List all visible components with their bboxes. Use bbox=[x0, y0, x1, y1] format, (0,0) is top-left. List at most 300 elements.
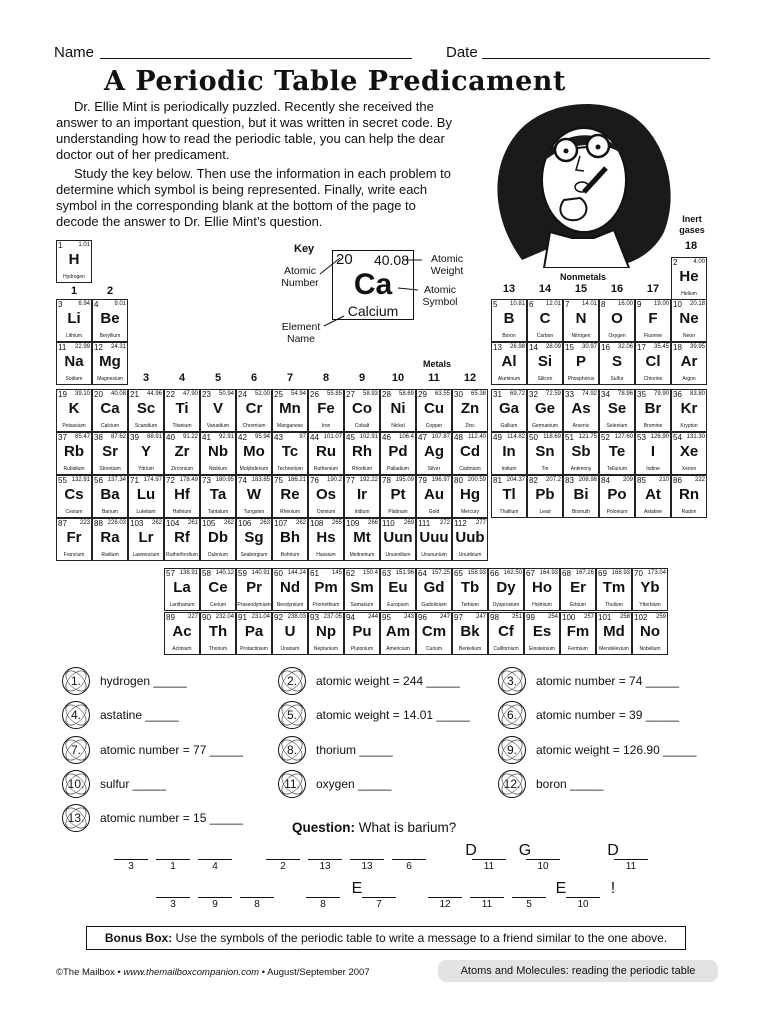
problem-number-badge: 6. bbox=[498, 701, 526, 729]
element-name: Molybdenum bbox=[239, 466, 269, 472]
element-atomic-number: 6 bbox=[529, 300, 534, 309]
problem-text[interactable]: boron _____ bbox=[536, 777, 604, 791]
element-atomic-number: 66 bbox=[490, 569, 499, 578]
problem-text[interactable]: atomic weight = 14.01 _____ bbox=[316, 708, 470, 722]
nonmetals-label: Nonmetals bbox=[560, 272, 607, 282]
problem-number-badge: 10. bbox=[62, 770, 90, 798]
element-name: Tellurium bbox=[606, 466, 627, 472]
answer-code-number: 11 bbox=[625, 861, 637, 872]
problem-10 bbox=[62, 770, 166, 798]
element-lutetium bbox=[128, 475, 164, 518]
answer-given-letter bbox=[596, 880, 630, 899]
element-name: Plutonium bbox=[350, 646, 374, 652]
answer-blank[interactable] bbox=[512, 880, 546, 910]
element-atomic-weight: 44.96 bbox=[146, 391, 162, 397]
element-atomic-weight: 209 bbox=[622, 477, 633, 483]
element-atomic-weight: 9.01 bbox=[114, 301, 126, 307]
element-symbol: P bbox=[575, 353, 586, 370]
bonus-box bbox=[86, 926, 686, 950]
answer-code-number: 3 bbox=[170, 899, 176, 910]
element-carbon bbox=[527, 299, 563, 342]
element-name: Europium bbox=[387, 602, 409, 608]
element-chlorine bbox=[635, 342, 671, 385]
element-atomic-weight: 12.01 bbox=[545, 301, 561, 307]
answer-blank[interactable] bbox=[470, 880, 504, 910]
element-atomic-number: 71 bbox=[130, 476, 139, 485]
element-atomic-number: 62 bbox=[346, 569, 355, 578]
element-name: Zinc bbox=[465, 423, 475, 429]
element-name: Neon bbox=[683, 333, 695, 339]
element-atomic-number: 11 bbox=[58, 343, 67, 352]
topic-tag: Atoms and Molecules: reading the periodic table bbox=[438, 960, 718, 982]
answer-letter bbox=[306, 880, 340, 898]
element-dysprosium bbox=[488, 568, 524, 611]
element-calcium bbox=[92, 389, 128, 432]
problem-text[interactable]: atomic weight = 126.90 _____ bbox=[536, 743, 697, 757]
element-nitrogen bbox=[563, 299, 599, 342]
element-name: Cerium bbox=[209, 602, 227, 608]
element-atomic-weight: 200.59 bbox=[467, 477, 486, 483]
element-name: Meitnerium bbox=[349, 552, 375, 558]
question bbox=[292, 820, 456, 835]
element-atomic-weight: 262 bbox=[151, 520, 162, 526]
element-atomic-weight: 10.81 bbox=[509, 301, 525, 307]
answer-code-number: 7 bbox=[376, 899, 382, 910]
problem-text[interactable]: atomic weight = 244 _____ bbox=[316, 674, 460, 688]
problem-text[interactable]: sulfur _____ bbox=[100, 777, 167, 791]
element-atomic-number: 17 bbox=[637, 343, 646, 352]
element-name: Curium bbox=[425, 646, 443, 652]
element-name: Einsteinium bbox=[529, 646, 555, 652]
element-magnesium bbox=[92, 342, 128, 385]
element-symbol: Si bbox=[537, 353, 553, 370]
answer-code-number: 13 bbox=[361, 861, 373, 872]
element-atomic-weight: 6.94 bbox=[78, 301, 90, 307]
group-8-label: 8 bbox=[322, 372, 330, 384]
element-atomic-number: 2 bbox=[673, 258, 678, 267]
element-symbol: Er bbox=[570, 579, 586, 596]
element-symbol: Uuu bbox=[419, 529, 449, 546]
problem-text[interactable]: thorium _____ bbox=[316, 743, 393, 757]
element-atomic-number: 42 bbox=[238, 433, 247, 442]
element-atomic-weight: 157.25 bbox=[431, 570, 450, 576]
element-nobelium bbox=[632, 612, 668, 655]
element-fermium bbox=[560, 612, 596, 655]
answer-code-number: 3 bbox=[128, 861, 134, 872]
element-atomic-number: 85 bbox=[637, 476, 646, 485]
element-dubnium bbox=[200, 518, 236, 561]
element-atomic-number: 48 bbox=[454, 433, 463, 442]
element-atomic-weight: 145 bbox=[331, 570, 342, 576]
answer-blank[interactable] bbox=[566, 880, 600, 910]
element-astatine bbox=[635, 475, 671, 518]
element-name: Barium bbox=[102, 509, 118, 515]
answer-letter: G bbox=[518, 842, 532, 859]
element-symbol: K bbox=[68, 400, 80, 417]
group-13-label: 13 bbox=[502, 283, 516, 295]
key-atomic-weight: 40.08 bbox=[373, 252, 409, 268]
answer-blank[interactable] bbox=[198, 880, 232, 910]
element-atomic-weight: 231.04 bbox=[251, 614, 270, 620]
element-atomic-number: 69 bbox=[598, 569, 607, 578]
answer-letter bbox=[198, 880, 232, 898]
element-platinum bbox=[380, 475, 416, 518]
element-name: Silicon bbox=[537, 376, 553, 382]
element-name: Copper bbox=[425, 423, 443, 429]
element-atomic-weight: 247 bbox=[439, 614, 450, 620]
element-argon bbox=[671, 342, 707, 385]
element-name: Krypton bbox=[680, 423, 698, 429]
element-atomic-weight: 168.93 bbox=[611, 570, 630, 576]
element-atomic-number: 49 bbox=[493, 433, 502, 442]
element-osmium bbox=[308, 475, 344, 518]
element-symbol: Cr bbox=[245, 400, 263, 417]
answer-letter bbox=[470, 880, 504, 898]
element-atomic-number: 7 bbox=[565, 300, 570, 309]
element-rutherfordium bbox=[164, 518, 200, 561]
answer-blank[interactable] bbox=[392, 842, 426, 872]
question-label: Question: bbox=[292, 820, 355, 835]
element-radium bbox=[92, 518, 128, 561]
element-atomic-number: 14 bbox=[529, 343, 538, 352]
element-atomic-number: 47 bbox=[418, 433, 427, 442]
element-atomic-weight: 150.4 bbox=[362, 570, 378, 576]
element-name: Dysprosium bbox=[492, 602, 520, 608]
element-symbol: Fr bbox=[66, 529, 82, 546]
element-atomic-weight: 243 bbox=[403, 614, 414, 620]
element-symbol: Md bbox=[603, 623, 625, 640]
element-name: Technetium bbox=[277, 466, 303, 472]
element-symbol: Sr bbox=[102, 443, 118, 460]
element-symbol: Th bbox=[208, 623, 228, 640]
element-radon bbox=[671, 475, 707, 518]
element-atomic-weight: 140.12 bbox=[215, 570, 234, 576]
element-name: Titanium bbox=[172, 423, 192, 429]
scientist-illustration bbox=[484, 92, 684, 268]
element-name: Iridium bbox=[354, 509, 370, 515]
element-name: Ruthenium bbox=[313, 466, 339, 472]
group-6-label: 6 bbox=[250, 372, 258, 384]
element-symbol: Pa bbox=[244, 623, 264, 640]
element-symbol: Cs bbox=[64, 486, 84, 503]
answer-blank[interactable] bbox=[156, 880, 190, 910]
answer-blank[interactable] bbox=[308, 842, 342, 872]
element-atomic-number: 19 bbox=[58, 390, 67, 399]
answer-blank[interactable] bbox=[614, 842, 648, 872]
key-atomic-symbol: Ca bbox=[353, 268, 393, 301]
element-atomic-weight: 30.97 bbox=[581, 344, 597, 350]
element-francium bbox=[56, 518, 92, 561]
element-symbol: Ir bbox=[356, 486, 367, 503]
problem-text[interactable]: atomic number = 74 _____ bbox=[536, 674, 680, 688]
element-californium bbox=[488, 612, 524, 655]
element-atomic-weight: 40.08 bbox=[110, 391, 126, 397]
element-atomic-number: 39 bbox=[130, 433, 139, 442]
element-symbol: Ba bbox=[100, 486, 120, 503]
group-14-label: 14 bbox=[538, 283, 552, 295]
element-name: Gallium bbox=[500, 423, 518, 429]
element-name: Potassium bbox=[62, 423, 86, 429]
element-atomic-weight: 91.22 bbox=[182, 434, 198, 440]
element-atomic-number: 28 bbox=[382, 390, 391, 399]
answer-letter bbox=[614, 842, 648, 860]
element-atomic-number: 12 bbox=[94, 343, 103, 352]
element-name: Aluminum bbox=[497, 376, 521, 382]
element-atomic-number: 23 bbox=[202, 390, 211, 399]
element-atomic-number: 74 bbox=[238, 476, 247, 485]
element-symbol: Ra bbox=[100, 529, 120, 546]
element-atomic-weight: 262 bbox=[295, 520, 306, 526]
problem-text[interactable]: atomic number = 15 _____ bbox=[100, 811, 244, 825]
element-name: Platinum bbox=[388, 509, 408, 515]
element-atomic-number: 67 bbox=[526, 569, 535, 578]
element-name: Ytterbium bbox=[639, 602, 661, 608]
answer-blank[interactable] bbox=[114, 842, 148, 872]
element-name: Samarium bbox=[350, 602, 374, 608]
element-name: Rhodium bbox=[351, 466, 372, 472]
element-name: Tantalum bbox=[207, 509, 229, 515]
answer-letter bbox=[156, 842, 190, 860]
element-name: Terbium bbox=[461, 602, 479, 608]
answer-blank[interactable] bbox=[240, 880, 274, 910]
element-antimony bbox=[563, 432, 599, 475]
element-zinc bbox=[452, 389, 488, 432]
element-symbol: Cu bbox=[424, 400, 444, 417]
answer-blank[interactable] bbox=[198, 842, 232, 872]
answer-letter bbox=[428, 880, 462, 898]
element-symbol: Os bbox=[315, 486, 336, 503]
element-symbol: I bbox=[650, 443, 656, 460]
element-atomic-weight: 269 bbox=[403, 520, 414, 526]
element-scandium bbox=[128, 389, 164, 432]
element-atomic-number: 40 bbox=[166, 433, 175, 442]
element-name: Lanthanum bbox=[169, 602, 195, 608]
problem-text[interactable]: astatine _____ bbox=[100, 708, 179, 722]
group-17-label: 17 bbox=[646, 283, 660, 295]
element-gadolinium bbox=[416, 568, 452, 611]
element-atomic-number: 59 bbox=[238, 569, 247, 578]
answer-letter: E bbox=[555, 880, 567, 897]
element-atomic-weight: 144.24 bbox=[287, 570, 306, 576]
problem-7 bbox=[62, 736, 243, 764]
element-atomic-number: 36 bbox=[673, 390, 682, 399]
answer-blank[interactable] bbox=[266, 842, 300, 872]
element-krypton bbox=[671, 389, 707, 432]
element-atomic-weight: 106.4 bbox=[398, 434, 414, 440]
element-atomic-weight: 63.55 bbox=[434, 391, 450, 397]
element-name: Iodine bbox=[646, 466, 660, 472]
element-atomic-weight: 238.03 bbox=[287, 614, 306, 620]
problem-text[interactable]: hydrogen _____ bbox=[100, 674, 187, 688]
element-name: Niobium bbox=[208, 466, 228, 472]
group-7-label: 7 bbox=[286, 372, 294, 384]
element-name: Ununnilium bbox=[385, 552, 411, 558]
element-symbol: Mg bbox=[99, 353, 121, 370]
element-name: Tungsten bbox=[243, 509, 265, 515]
element-atomic-number: 45 bbox=[346, 433, 355, 442]
problem-13 bbox=[62, 804, 243, 832]
element-atomic-weight: 222 bbox=[694, 477, 705, 483]
element-symbol: Be bbox=[100, 310, 120, 327]
element-meitnerium bbox=[344, 518, 380, 561]
element-atomic-number: 90 bbox=[202, 613, 211, 622]
element-rhodium bbox=[344, 432, 380, 475]
element-atomic-number: 46 bbox=[382, 433, 391, 442]
element-symbol: Ar bbox=[680, 353, 698, 370]
element-atomic-number: 26 bbox=[310, 390, 319, 399]
element-name: Thallium bbox=[499, 509, 519, 515]
element-symbol: Ti bbox=[175, 400, 189, 417]
element-rubidium bbox=[56, 432, 92, 475]
element-symbol: N bbox=[575, 310, 587, 327]
element-symbol: U bbox=[284, 623, 296, 640]
element-symbol: Co bbox=[352, 400, 372, 417]
element-atomic-weight: 95.94 bbox=[254, 434, 270, 440]
element-atomic-weight: 118.69 bbox=[543, 434, 561, 440]
element-atomic-number: 81 bbox=[493, 476, 502, 485]
element-atomic-number: 22 bbox=[166, 390, 175, 399]
element-atomic-number: 99 bbox=[526, 613, 535, 622]
group-3-label: 3 bbox=[142, 372, 150, 384]
element-thallium bbox=[491, 475, 527, 518]
answer-blank[interactable] bbox=[350, 842, 384, 872]
element-atomic-number: 111 bbox=[418, 519, 431, 528]
element-ytterbium bbox=[632, 568, 668, 611]
element-phosphorus bbox=[563, 342, 599, 385]
element-cesium bbox=[56, 475, 92, 518]
page-title: A Periodic Table Predicament bbox=[104, 66, 566, 97]
element-name: Fluorine bbox=[643, 333, 663, 339]
element-name: Rubidium bbox=[63, 466, 85, 472]
element-symbol: Tl bbox=[502, 486, 516, 503]
element-name: Nitrogen bbox=[571, 333, 591, 339]
element-symbol: Pd bbox=[388, 443, 408, 460]
element-silicon bbox=[527, 342, 563, 385]
label-atomic-number: Atomic Number bbox=[281, 265, 319, 289]
element-rhenium bbox=[272, 475, 308, 518]
element-atomic-number: 87 bbox=[58, 519, 67, 528]
element-yttrium bbox=[128, 432, 164, 475]
element-name: Antimony bbox=[570, 466, 592, 472]
element-name: Helium bbox=[681, 291, 697, 297]
problem-number-badge: 9. bbox=[498, 736, 526, 764]
element-atomic-number: 35 bbox=[637, 390, 646, 399]
element-atomic-number: 43 bbox=[274, 433, 283, 442]
element-atomic-number: 105 bbox=[202, 519, 216, 528]
element-name: Rhenium bbox=[279, 509, 300, 515]
element-indium bbox=[491, 432, 527, 475]
answer-blank[interactable] bbox=[362, 880, 396, 910]
element-name: Zirconium bbox=[171, 466, 193, 472]
element-atomic-number: 41 bbox=[202, 433, 211, 442]
problem-number-badge: 5. bbox=[278, 701, 306, 729]
answer-blank[interactable] bbox=[472, 842, 506, 872]
problem-text[interactable]: oxygen _____ bbox=[316, 777, 392, 791]
element-symbol: Xe bbox=[679, 443, 699, 460]
element-atomic-number: 64 bbox=[418, 569, 427, 578]
element-symbol: Rb bbox=[64, 443, 84, 460]
element-symbol: Bh bbox=[280, 529, 300, 546]
element-symbol: Se bbox=[607, 400, 627, 417]
problem-text[interactable]: atomic number = 77 _____ bbox=[100, 743, 244, 757]
element-neptunium bbox=[308, 612, 344, 655]
element-symbol: Uun bbox=[383, 529, 413, 546]
element-atomic-number: 55 bbox=[58, 476, 67, 485]
element-iron bbox=[308, 389, 344, 432]
element-name: Thorium bbox=[208, 646, 228, 652]
problem-3 bbox=[498, 667, 679, 695]
group-15-label: 15 bbox=[574, 283, 588, 295]
element-symbol: Db bbox=[208, 529, 228, 546]
answer-letter bbox=[156, 880, 190, 898]
element-symbol: Mn bbox=[279, 400, 301, 417]
element-lead bbox=[527, 475, 563, 518]
footer-credit bbox=[56, 967, 370, 978]
element-name: Radon bbox=[681, 509, 697, 515]
answer-blank[interactable] bbox=[526, 842, 560, 872]
element-name: Radium bbox=[101, 552, 119, 558]
problem-text[interactable]: atomic number = 39 _____ bbox=[536, 708, 680, 722]
element-symbol: Sb bbox=[571, 443, 591, 460]
element-atomic-number: 27 bbox=[346, 390, 355, 399]
element-symbol: Zr bbox=[174, 443, 190, 460]
answer-blank[interactable] bbox=[428, 880, 462, 910]
element-cadmium bbox=[452, 432, 488, 475]
name-field[interactable] bbox=[100, 58, 412, 59]
element-atomic-number: 79 bbox=[418, 476, 427, 485]
element-atomic-number: 93 bbox=[310, 613, 319, 622]
element-symbol: Y bbox=[140, 443, 151, 460]
element-tin bbox=[527, 432, 563, 475]
element-name: Rutherfordium bbox=[166, 552, 198, 558]
problem-1 bbox=[62, 667, 187, 695]
answer-letter bbox=[240, 880, 274, 898]
element-berkelium bbox=[452, 612, 488, 655]
element-name: Bismuth bbox=[571, 509, 591, 515]
element-atomic-weight: 55.85 bbox=[326, 391, 342, 397]
element-ruthenium bbox=[308, 432, 344, 475]
element-atomic-weight: 244 bbox=[367, 614, 378, 620]
element-americium bbox=[380, 612, 416, 655]
element-atomic-weight: 277 bbox=[475, 520, 486, 526]
footer-site-link[interactable]: www.themailboxcompanion.com bbox=[123, 967, 260, 978]
element-name: Boron bbox=[502, 333, 516, 339]
element-name: Polonium bbox=[606, 509, 628, 515]
answer-code-number: 8 bbox=[320, 899, 326, 910]
element-symbol: Po bbox=[607, 486, 627, 503]
element-name: Bromine bbox=[643, 423, 663, 429]
element-name: Chlorine bbox=[643, 376, 663, 382]
element-symbol: Uub bbox=[455, 529, 485, 546]
element-atomic-weight: 28.09 bbox=[545, 344, 561, 350]
element-plutonium bbox=[344, 612, 380, 655]
answer-blank[interactable] bbox=[156, 842, 190, 872]
problem-5 bbox=[278, 701, 470, 729]
problem-9 bbox=[498, 736, 696, 764]
element-symbol: Ge bbox=[534, 400, 555, 417]
answer-blank[interactable] bbox=[306, 880, 340, 910]
element-atomic-weight: 69.72 bbox=[509, 391, 525, 397]
element-atomic-number: 16 bbox=[601, 343, 610, 352]
element-thorium bbox=[200, 612, 236, 655]
element-name: Indium bbox=[501, 466, 517, 472]
element-symbol: Ac bbox=[172, 623, 192, 640]
element-unununium bbox=[416, 518, 452, 561]
element-symbol: Cl bbox=[645, 353, 661, 370]
element-atomic-weight: 173.04 bbox=[647, 570, 666, 576]
element-atomic-number: 57 bbox=[166, 569, 175, 578]
date-field[interactable] bbox=[482, 58, 710, 59]
